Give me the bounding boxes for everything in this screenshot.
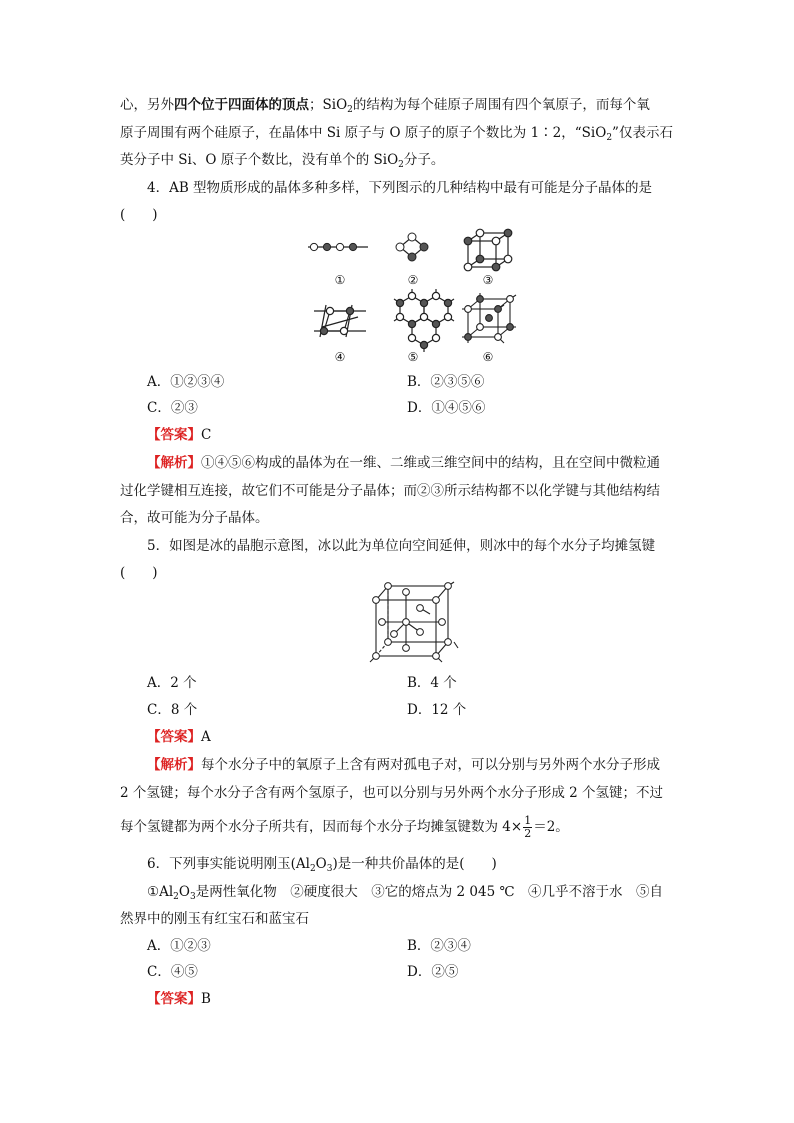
text: 的结构为每个硅原子周围有四个氧原子，而每个氧 [352, 97, 650, 113]
analysis-line [147, 755, 660, 775]
option-a: A．①②③ [147, 938, 211, 954]
text: ”仅表示石 [612, 125, 673, 141]
text: 英分子中 Si、O 原子个数比，没有单个的 SiO [120, 152, 399, 168]
question-5-stem: 5．如图是冰的晶胞示意图，冰以此为单位向空间延伸，则冰中的每个水分子均摊氢键 [147, 538, 656, 554]
text: ①Al [147, 884, 174, 900]
option-a: A．①②③④ [147, 374, 225, 390]
analysis-line: 2 个氢键；每个水分子含有两个氢原子，也可以分别与另外两个水分子形成 2 个氢键；不过 [120, 785, 664, 801]
fraction-numerator: 1 [524, 814, 532, 827]
paragraph-line [120, 123, 673, 148]
option-d: D．②⑤ [407, 964, 459, 980]
subscript: 2 [309, 864, 316, 874]
question-6-stem [147, 854, 497, 879]
facts-line [147, 882, 663, 907]
text: O [315, 856, 327, 872]
structure-6-3d-lattice [462, 293, 516, 343]
answer-value: A [201, 729, 211, 745]
bold-text: 四个位于四面体的顶点 [174, 97, 309, 113]
option-d: D．12 个 [407, 702, 467, 718]
text: 是两性氧化物 ②硬度很大 ③它的熔点为 2 045 ℃ ④几乎不溶于水 ⑤自 [195, 884, 664, 900]
option-b: B．4 个 [407, 675, 457, 691]
ice-unit-cell-figure [362, 578, 462, 668]
text: ①④⑤⑥构成的晶体为在一维、二维或三维空间中的结构，且在空间中微粒通 [201, 455, 660, 471]
paragraph-line [120, 150, 444, 175]
facts-line: 然界中的刚玉有红宝石和蓝宝石 [120, 911, 309, 927]
caption-3: ③ [482, 273, 494, 287]
text: 每个水分子中的氧原子上含有两对孤电子对，可以分别与另外两个水分子形成 [201, 757, 660, 773]
analysis-line [120, 815, 569, 840]
analysis-line [147, 453, 660, 473]
fraction-denominator: 2 [524, 827, 532, 840]
answer-tag: 【答案】 [147, 729, 201, 745]
structure-5-hexagonal [394, 289, 454, 352]
text: 心，另外 [120, 97, 174, 113]
text: 分子。 [403, 152, 445, 168]
crystal-structures-figure [300, 225, 530, 370]
option-c: C．②③ [147, 400, 198, 416]
text: ；SiO [309, 97, 348, 113]
subscript: 2 [347, 105, 353, 115]
text: ＝2。 [533, 819, 569, 835]
fraction [523, 815, 532, 840]
option-b: B．②③⑤⑥ [407, 374, 485, 390]
structure-1-chain [308, 243, 368, 250]
answer-tag: 【答案】 [147, 991, 201, 1007]
subscript: 3 [326, 864, 333, 874]
subscript: 2 [606, 133, 613, 143]
text: 原子周围有两个硅原子，在晶体中 Si 原子与 O 原子的原子个数比为 1∶2，“SiO [120, 125, 607, 141]
text: O [178, 884, 190, 900]
option-c: C．8 个 [147, 702, 198, 718]
answer-value: B [201, 991, 211, 1007]
option-b: B．②③④ [407, 938, 471, 954]
question-5-paren: ( ) [120, 565, 158, 581]
structure-3-cube [464, 229, 512, 271]
caption-2: ② [407, 273, 419, 287]
answer-tag: 【答案】 [147, 427, 201, 443]
text: 每个氢键都为两个水分子所共有，因而每个水分子均摊氢键数为 4× [120, 819, 523, 835]
question-4-paren: ( ) [120, 207, 158, 223]
analysis-line: 过化学键相互连接，故它们不可能是分子晶体；而②③所示结构都不以化学键与其他结构结 [120, 483, 660, 499]
caption-4: ④ [334, 350, 346, 364]
answer-value: C [201, 427, 212, 443]
subscript: 2 [398, 160, 404, 170]
option-c: C．④⑤ [147, 964, 198, 980]
option-d: D．①④⑤⑥ [407, 400, 486, 416]
caption-1: ① [334, 273, 346, 287]
analysis-line: 合，故可能为分子晶体。 [120, 510, 269, 526]
structure-4-lattice [314, 305, 366, 337]
text: )是一种共价晶体的是( ) [332, 856, 497, 872]
caption-6: ⑥ [482, 350, 494, 364]
analysis-tag: 【解析】 [147, 455, 201, 471]
structure-2-rhombus [396, 233, 428, 261]
answer-line [147, 425, 211, 445]
subscript: 3 [189, 892, 196, 902]
paragraph-line [120, 95, 650, 120]
analysis-tag: 【解析】 [147, 757, 201, 773]
question-4-stem: 4．AB 型物质形成的晶体多种多样，下列图示的几种结构中最有可能是分子晶体的是 [147, 180, 653, 196]
answer-line [147, 727, 211, 747]
answer-line [147, 989, 211, 1009]
subscript: 2 [173, 892, 179, 902]
option-a: A．2 个 [147, 675, 197, 691]
text: 6．下列事实能说明刚玉(Al [147, 856, 310, 872]
caption-5: ⑤ [407, 350, 419, 364]
